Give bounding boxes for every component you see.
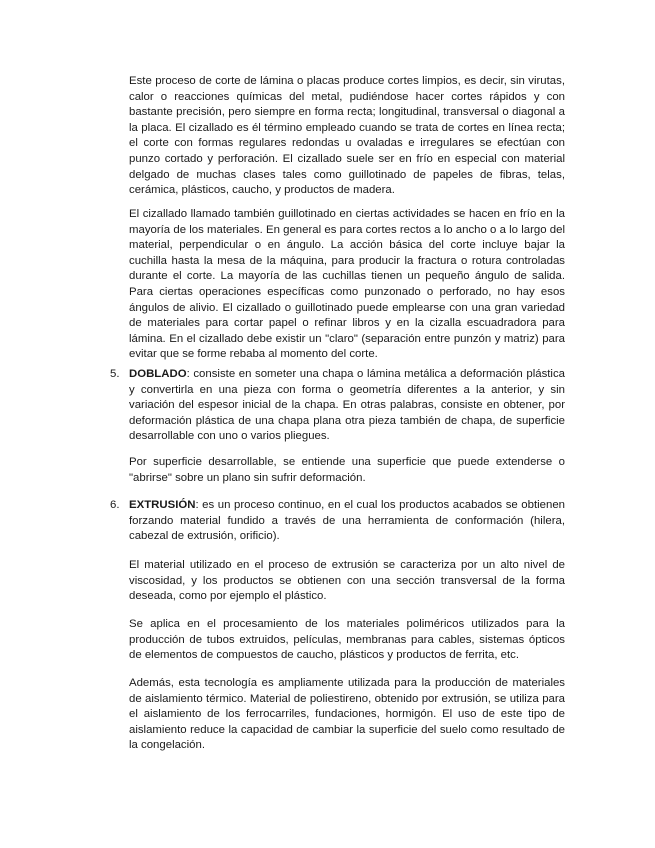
definition-extrusion: : es un proceso continuo, en el cual los productos acabados se obtienen forzando material fundido a través de una herramienta de conformación (hilera, cabezal de extrusión, orificio).: [129, 499, 565, 543]
term-doblado: DOBLADO: [129, 368, 187, 380]
paragraph-cizallado: El cizallado llamado también guillotinado en ciertas actividades se hacen en frío en la mayoría de los materiales. En general es para cortes rectos a lo ancho o a lo largo del material, perpendicular o en ángulo. La acción básica del corte incluye bajar la cuchilla hasta la mesa de la máquina, para producir la fractura o rotura controladas durante el corte. La mayoría de las cuchillas tienen un pequeño ángulo de salida. Para ciertas operaciones específicas como punzonado o perforado, no hay esos ángulos de alivio. El cizallado o guillotinado puede emplearse con una gran variedad de materiales para cortar papel o refinar libros y en la cizalla escuadradora para lámina. En el cizallado debe existir un "claro" (separación entre punzón y matriz) para evitar que se forme rebaba al momento del corte.: [129, 208, 565, 361]
paragraph-corte-lamina: Este proceso de corte de lámina o placas produce cortes limpios, es decir, sin virutas, calor o reacciones químicas del metal, pudiéndose hacer cortes rápidos y con bastante precisión, pero siempre en forma recta; longitudinal, transversal o diagonal a la placa. El cizallado es él término empleado cuando se trata de cortes en línea recta; el corte con formas regulares redondas u ovaladas e irregulares se efectúan con punzo cortado y perforación. El cizallado suele ser en frío en especial con material delgado de muchas clases tales como guillotinado de papeles de fibras, telas, cerámica, plásticos, caucho, y productos de madera.: [129, 75, 565, 197]
paragraph-superficie-desarrollable: Por superficie desarrollable, se entiende una superficie que puede extenderse o "abrirse" sobre un plano sin sufrir deformación.: [129, 456, 565, 484]
term-extrusion: EXTRUSIÓN: [129, 499, 196, 511]
list-item-doblado: [129, 367, 565, 445]
paragraph-aislamiento-termico: Además, esta tecnología es ampliamente utilizada para la producción de materiales de aislamiento térmico. Material de poliestireno, obtenido por extrusión, se utiliza para el aislamiento de los ferrocarriles, fundaciones, hormigón. El uso de este tipo de aislamiento reduce la capacidad de cambiar la superficie del suelo como resultado de la congelación.: [129, 677, 565, 752]
definition-doblado: : consiste en someter una chapa o lámina metálica a deformación plástica y convertirla en una pieza con forma o geometría diferentes a la anterior, y sin variación del espesor inicial de la chapa. En otras palabras, consiste en obtener, por deformación plástica de una chapa plana otra pieza también de chapa, de superficie desarrollable con uno o varios pliegues.: [129, 368, 565, 443]
list-number-extrusion: 6.: [110, 499, 120, 511]
paragraph-procesamiento-polimeros: Se aplica en el procesamiento de los materiales poliméricos utilizados para la producción de tubos extruidos, películas, membranas para cables, sistemas ópticos de elementos de compuestos de caucho, plásticos y productos de ferrita, etc.: [129, 618, 565, 662]
list-item-extrusion: [129, 498, 565, 545]
list-number-doblado: 5.: [110, 368, 120, 380]
paragraph-material-extrusion: El material utilizado en el proceso de extrusión se caracteriza por un alto nivel de viscosidad, y los productos se obtienen con una sección transversal de la forma deseada, como por ejemplo el plástico.: [129, 559, 565, 603]
